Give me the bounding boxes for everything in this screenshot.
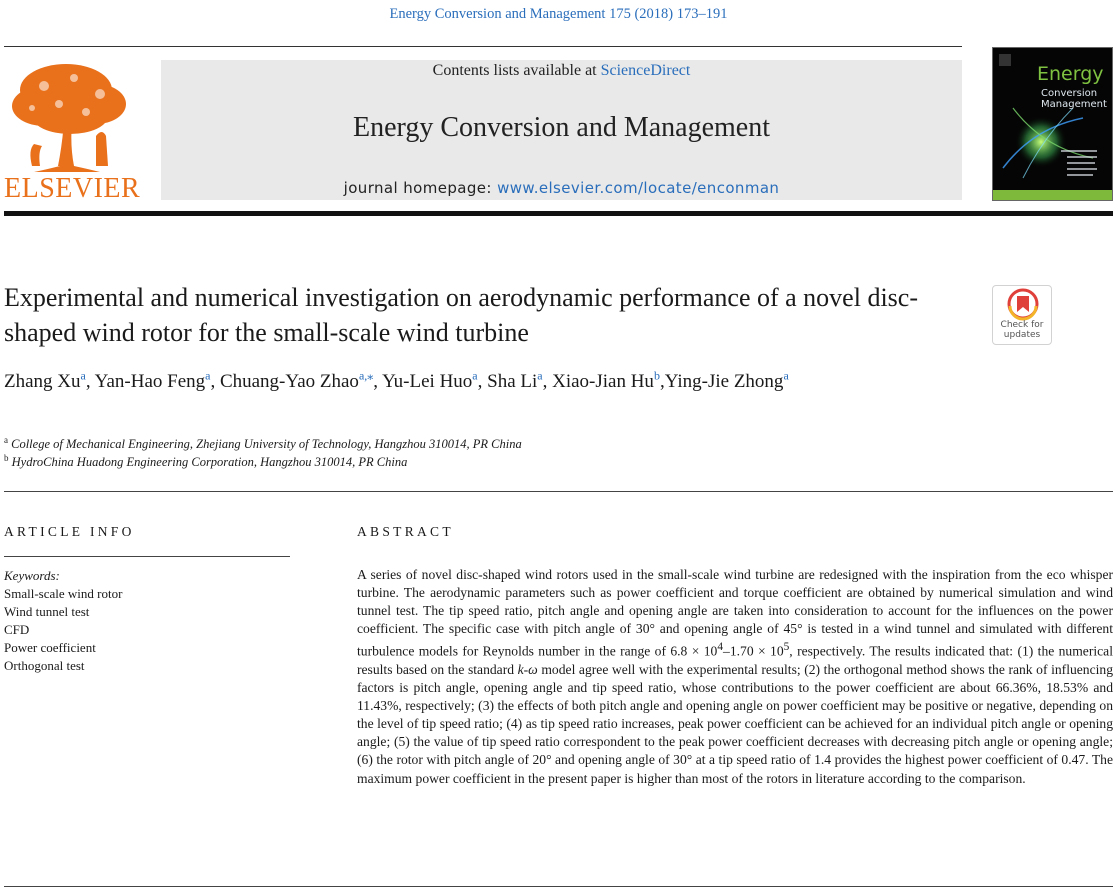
article-info-heading: ARTICLE INFO bbox=[4, 524, 135, 539]
author-separator: , bbox=[210, 371, 220, 392]
author-name[interactable]: Yu-Lei Huo bbox=[382, 371, 473, 392]
paper-title: Experimental and numerical investigation on aerodynamic performance of a novel disc-shaped wind rotor for the small-scale wind turbine bbox=[4, 283, 918, 347]
keyword-item: Power coefficient bbox=[4, 640, 96, 655]
author-affiliation-mark[interactable]: b bbox=[653, 368, 660, 383]
author-name[interactable]: Chuang-Yao Zhao bbox=[219, 371, 359, 392]
author-separator: , bbox=[85, 371, 95, 392]
abstract-text: A series of novel disc-shaped wind rotors used in the small-scale wind turbine are redesigned with the inspiration from the eco whisper turbine. The aerodynamic parameters such as power coefficient and torque coefficient are obtained by numerical simulation and wind tunnel test. The tip speed ratio, pitch angle and opening angle are taken into consideration to account for the influences on the power coefficient. The specific case with pitch angle of 30° and opening angle of 45° is tested in a wind tunnel and simulated with different turbulence models for Reynolds number in the range of $6.8 \times 10^4-1.70 \times 10^5$, respectively. The results indicated that: (1) the numerical results based on the standard k-ω model agree well with the experimental results; (2) the orthogonal method shows the rank of influencing factors is pitch angle, opening angle and tip speed ratio, whose contributions to the power coefficient are about 66.36%, 18.53% and 11.43%, respectively; (3) the effects of both pitch angle and opening angle on power coefficient may be positive or negative, depending on the level of tip speed ratio; (4) as tip speed ratio increases, peak power coefficient can be achieved for an individual pitch angle or opening angle; (5) the value of tip speed ratio correspondent to the peak power coefficient decreases with decreasing pitch angle or opening angle; (6) the rotor with pitch angle of 20° and opening angle of 30° at a tip speed ratio of 1.4 provides the highest power coefficient of 0.47. The maximum power coefficient in the present paper is higher than most of the rotors in literature according to the comparison. bbox=[357, 567, 1114, 786]
keyword-item: CFD bbox=[4, 622, 30, 637]
journal-cover-thumbnail[interactable] bbox=[992, 47, 1113, 201]
affiliation-mark: b bbox=[4, 452, 9, 463]
author-affiliation-mark[interactable]: a bbox=[472, 368, 478, 383]
author-name[interactable]: Sha Li bbox=[487, 371, 538, 392]
footer-rule bbox=[4, 886, 1113, 887]
abstract-heading: ABSTRACT bbox=[357, 524, 454, 539]
author-name[interactable]: Zhang Xu bbox=[4, 371, 81, 392]
keyword-item: Wind tunnel test bbox=[4, 604, 90, 619]
author-separator: , bbox=[373, 371, 383, 392]
author-name[interactable]: Yan-Hao Feng bbox=[94, 371, 206, 392]
check-updates-icon bbox=[993, 286, 1053, 322]
author-separator: , bbox=[659, 371, 665, 392]
author-affiliation-mark[interactable]: a bbox=[537, 368, 543, 383]
affiliation-text: HydroChina Huadong Engineering Corporation, Hangzhou 310014, PR China bbox=[11, 455, 408, 469]
author-name[interactable]: Xiao-Jian Hu bbox=[552, 371, 654, 392]
author-separator: , bbox=[542, 371, 553, 392]
author-list bbox=[4, 368, 984, 396]
keywords-title: Keywords: bbox=[4, 568, 60, 583]
keyword-item: Orthogonal test bbox=[4, 658, 85, 673]
check-for-updates-button[interactable] bbox=[992, 285, 1052, 345]
journal-name: Energy Conversion and Management bbox=[352, 112, 771, 143]
section-divider bbox=[4, 491, 1113, 492]
journal-homepage-link[interactable]: www.elsevier.com/locate/enconman bbox=[497, 179, 780, 197]
affiliation-text: College of Mechanical Engineering, Zhejiang University of Technology, Hangzhou 310014, PR China bbox=[11, 437, 522, 451]
keyword-item: Small-scale wind rotor bbox=[4, 586, 123, 601]
journal-masthead bbox=[161, 60, 962, 200]
affiliation-item bbox=[4, 435, 904, 453]
author-separator: , bbox=[477, 371, 488, 392]
affiliation-list bbox=[4, 435, 904, 471]
elsevier-wordmark: ELSEVIER bbox=[4, 173, 141, 204]
masthead-rule bbox=[4, 211, 1113, 216]
header-rule bbox=[4, 46, 962, 47]
cover-subtitle: Conversion Management bbox=[1041, 88, 1107, 110]
journal-citation[interactable]: Energy Conversion and Management 175 (2018) 173–191 bbox=[389, 6, 728, 22]
affiliation-item bbox=[4, 453, 904, 471]
author-affiliation-mark[interactable]: a,⁎ bbox=[358, 368, 374, 383]
contents-availability: Contents lists available at ScienceDirect bbox=[432, 62, 691, 79]
check-updates-label: Check for updates bbox=[1000, 320, 1044, 340]
author-affiliation-mark[interactable]: a bbox=[80, 368, 86, 383]
journal-homepage: journal homepage: www.elsevier.com/locate/enconman bbox=[343, 179, 780, 197]
cover-bottom-strip bbox=[993, 190, 1112, 200]
author-name[interactable]: Ying-Jie Zhong bbox=[664, 371, 784, 392]
sciencedirect-link[interactable]: ScienceDirect bbox=[600, 62, 691, 79]
author-affiliation-mark[interactable]: a bbox=[205, 368, 211, 383]
keywords-block bbox=[4, 567, 284, 675]
cover-title: Energy bbox=[1037, 63, 1104, 85]
affiliation-mark: a bbox=[4, 434, 8, 445]
author-affiliation-mark[interactable]: a bbox=[783, 368, 789, 383]
article-info-rule bbox=[4, 556, 290, 557]
